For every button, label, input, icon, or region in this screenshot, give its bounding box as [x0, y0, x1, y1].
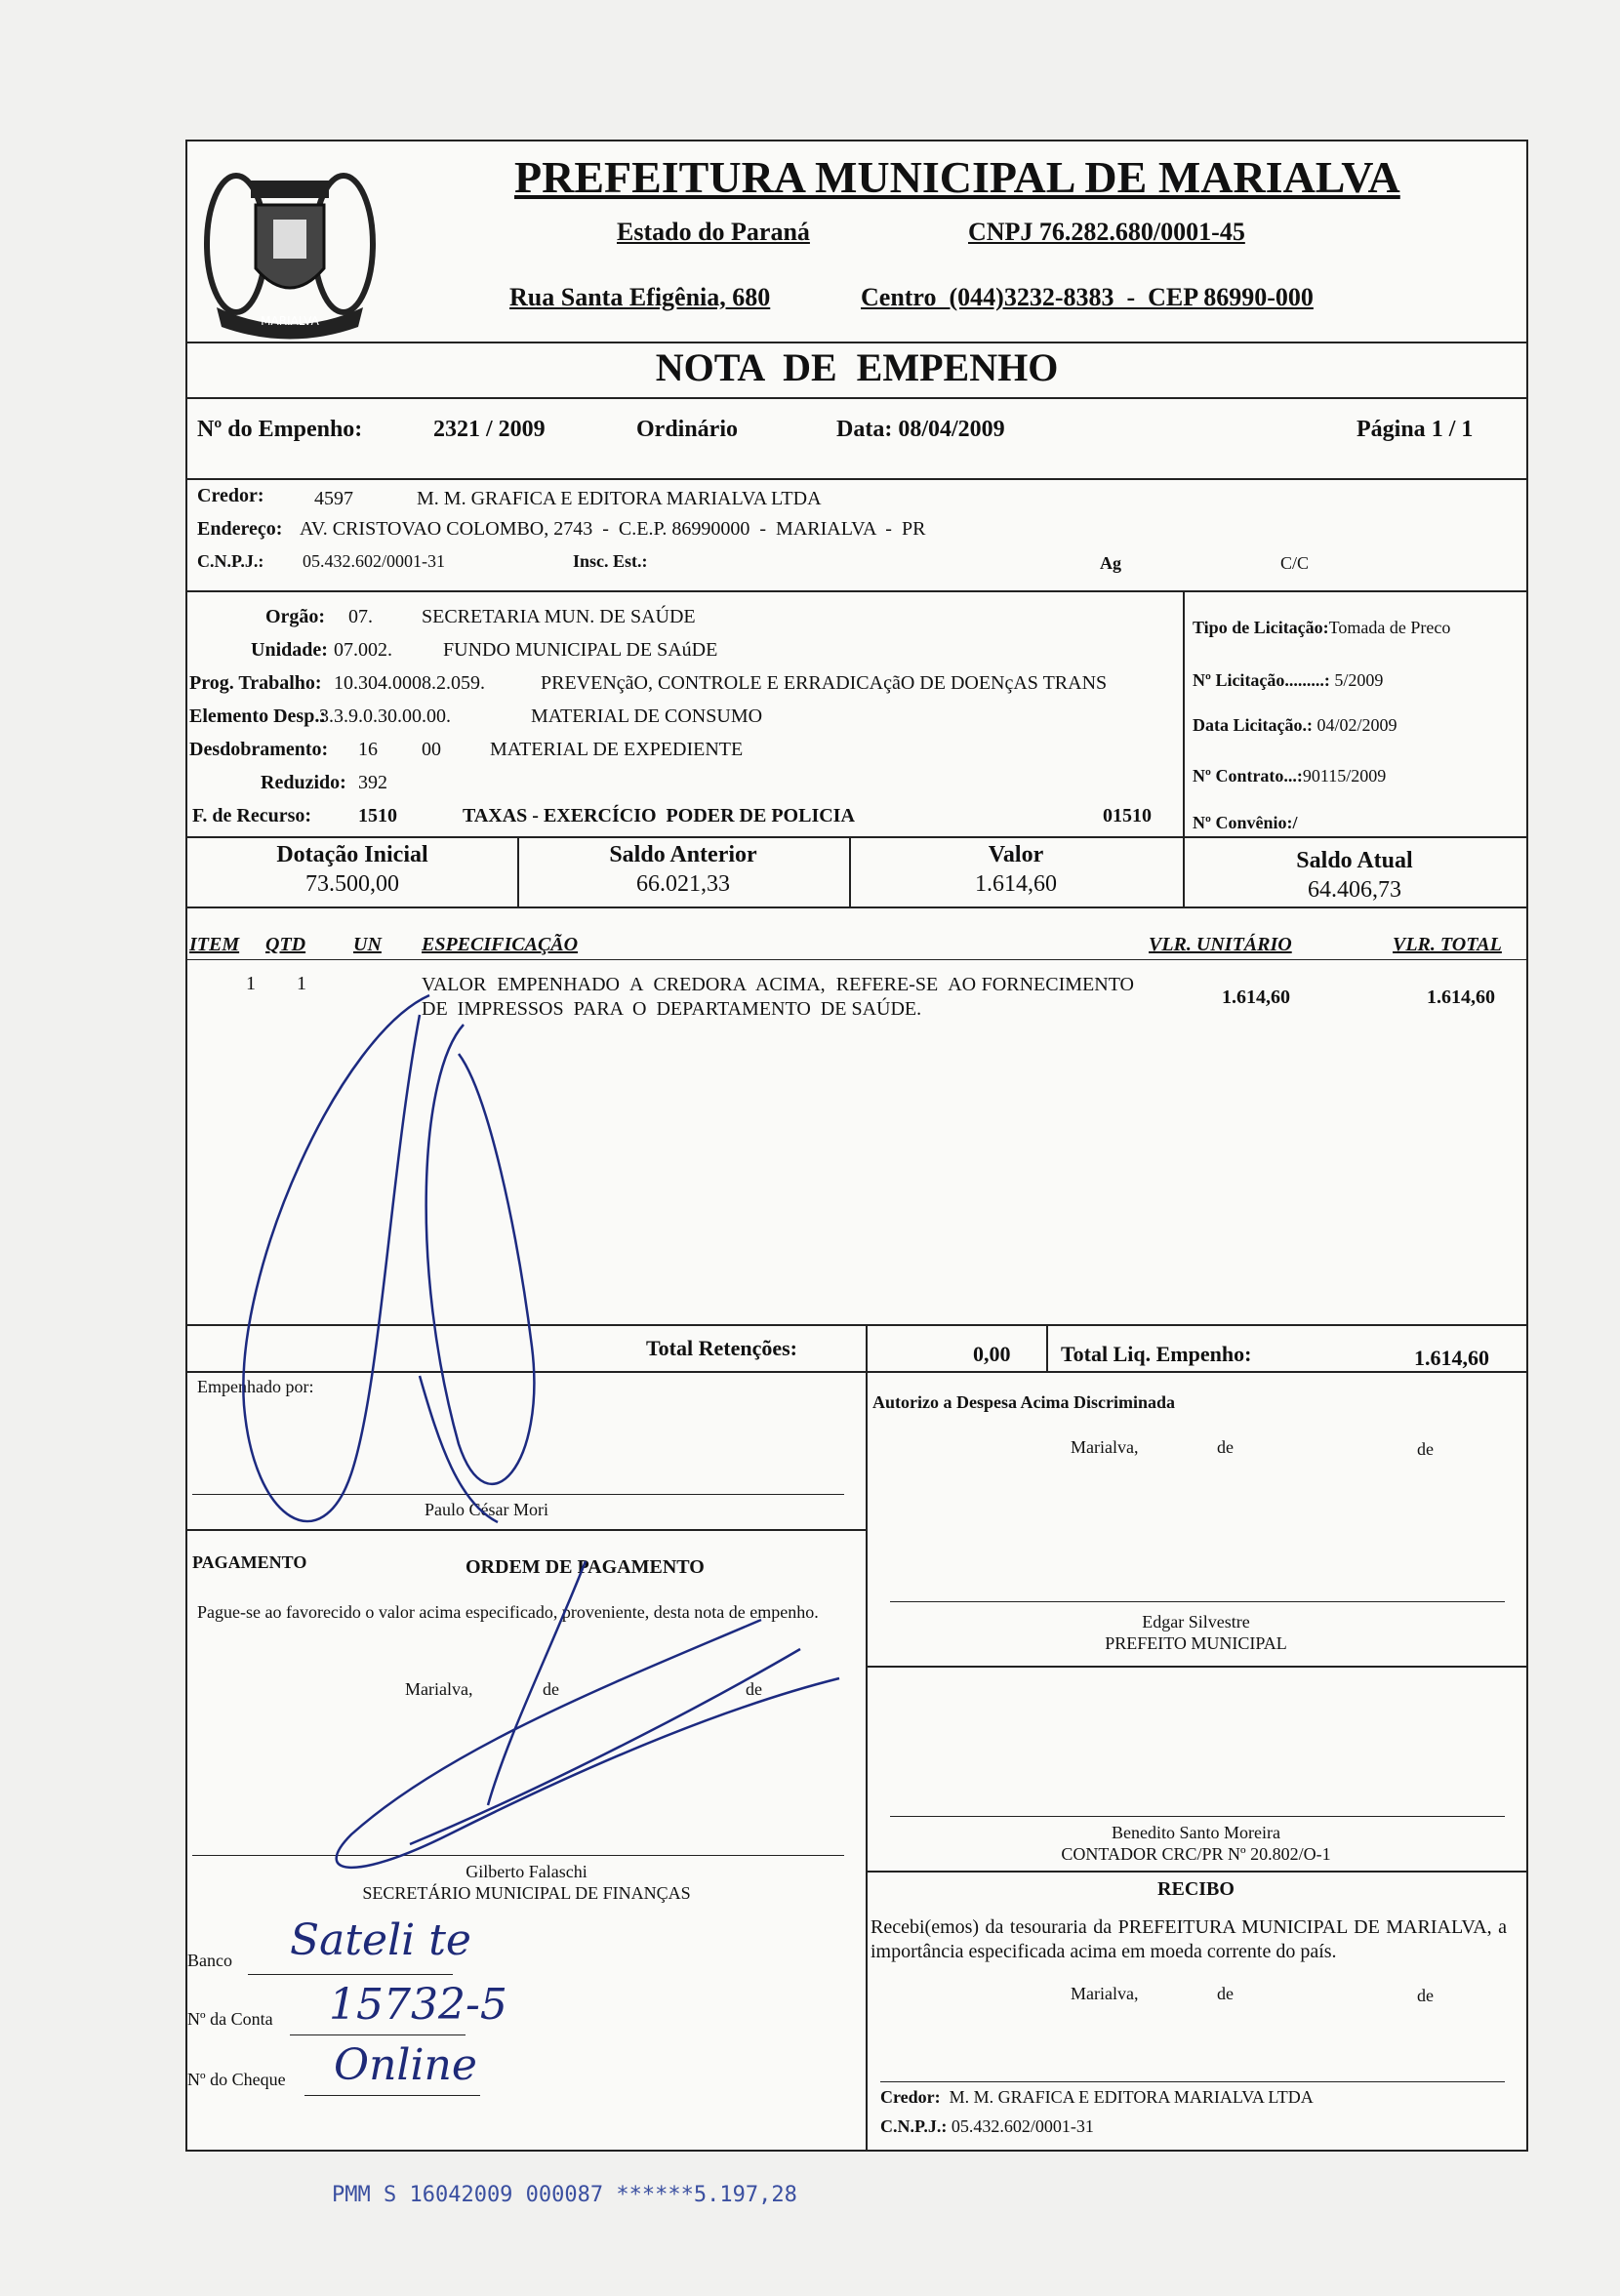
pagamento-texto: Pague-se ao favorecido o valor acima especificado, proveniente, desta nota de empenho. [197, 1602, 819, 1622]
conta-label: Nº da Conta [187, 2009, 273, 2029]
ag-label: Ag [1100, 553, 1121, 573]
contador-signature-block: Benedito Santo Moreira CONTADOR CRC/PR Nº 20.802/O-1 [1061, 1823, 1331, 1864]
ordem-pagamento: ORDEM DE PAGAMENTO [466, 1556, 705, 1578]
licitacao-number: Nº Licitação.........: 5/2009 [1193, 670, 1384, 690]
conta-value: 15732-5 [329, 1980, 507, 2030]
col-especificacao: ESPECIFICAÇÃO [422, 934, 579, 955]
cnpj-credor-label: C.N.P.J.: [197, 551, 264, 571]
prefeito-signature-block: Edgar Silvestre PREFEITO MUNICIPAL [1105, 1612, 1287, 1653]
address-rest: Centro (044)3232-8383 - CEP 86990-000 [861, 283, 1314, 311]
col-qtd: QTD [265, 934, 306, 955]
secretario-signature-block: Gilberto Falaschi SECRETÁRIO MUNICIPAL DE FINANÇAS [362, 1862, 691, 1903]
saldo-atual: Saldo Atual 64.406,73 [1296, 848, 1413, 903]
col-item: ITEM [189, 934, 240, 955]
empenhado-label: Empenhado por: [197, 1377, 314, 1396]
pagamento-label: PAGAMENTO [192, 1552, 307, 1572]
page-label: Página 1 / 1 [1357, 417, 1474, 442]
autorizo-de1: de [1217, 1437, 1234, 1457]
empenho-number: 2321 / 2009 [433, 417, 546, 442]
empenho-type: Ordinário [636, 417, 739, 442]
retencoes-value: 0,00 [973, 1342, 1011, 1366]
licitacao-date: Data Licitação.: 04/02/2009 [1193, 715, 1397, 735]
autorizo-local: Marialva, [1071, 1437, 1139, 1457]
item-especificacao: VALOR EMPENHADO A CREDORA ACIMA, REFERE-SE AO FORNECIMENTO DE IMPRESSOS PARA O DEPARTAMENTO DE SAÚDE. [422, 974, 1144, 1020]
col-un: UN [353, 934, 382, 955]
col-vlr-total: VLR. TOTAL [1393, 934, 1502, 955]
pagamento-de2: de [746, 1679, 762, 1699]
state-label: Estado do Paraná [617, 218, 810, 246]
pagamento-local: Marialva, [405, 1679, 473, 1699]
document-frame [185, 140, 1528, 2152]
item-vlr-total: 1.614,60 [1427, 987, 1495, 1008]
credor-cnpj: 05.432.602/0001-31 [303, 551, 445, 571]
empenho-number-label: Nº do Empenho: [197, 417, 363, 442]
endereco-label: Endereço: [197, 518, 283, 540]
valor: Valor 1.614,60 [975, 842, 1057, 897]
liquido-value: 1.614,60 [1414, 1346, 1489, 1370]
item-number: 1 [246, 973, 256, 994]
empenho-date: Data: 08/04/2009 [836, 417, 1005, 442]
dotacao-inicial: Dotação Inicial 73.500,00 [276, 842, 428, 897]
cheque-value: Online [334, 2040, 477, 2090]
svg-text:MARIALVA: MARIALVA [261, 314, 319, 328]
col-vlr-unitario: VLR. UNITÁRIO [1149, 934, 1292, 955]
page-title: PREFEITURA MUNICIPAL DE MARIALVA [514, 152, 1400, 202]
credor-address: AV. CRISTOVAO COLOMBO, 2743 - C.E.P. 86990000 - MARIALVA - PR [300, 518, 926, 540]
recibo-local: Marialva, [1071, 1984, 1139, 2003]
cashier-stamp: PMM S 16042009 000087 ******5.197,28 [332, 2183, 797, 2207]
banco-value: Sateli te [290, 1915, 471, 1965]
cc-label: C/C [1280, 553, 1310, 573]
coat-of-arms [197, 151, 383, 346]
convenio-label: Nº Convênio:/ [1193, 813, 1298, 832]
credor-label: Credor: [197, 485, 264, 506]
recibo-de1: de [1217, 1984, 1234, 2003]
insc-est-label: Insc. Est.: [573, 551, 648, 571]
licitacao-type: Tipo de Licitação:Tomada de Preco [1193, 618, 1451, 637]
credor-code: 4597 [314, 488, 353, 509]
recibo-de2: de [1417, 1986, 1434, 2005]
address-label: Rua Santa Efigênia, 680 [509, 283, 771, 311]
classification-block: Orgão: 07. SECRETARIA MUN. DE SAÚDE Unidade: 07.002. FUNDO MUNICIPAL DE SAúDE Prog. Trabalho: 10.304.0008.2.059. PREVENçãO, CONTROLE E ERRADICAçãO DE DOENçAS TRANS Elemento Desp.: 3.3.9.0.30.00.00. MATERIAL DE CONSUMO Desdobramento: 16 00 MATERIAL DE EXPEDIENTE Reduzido: 392 F. de Recurso: 1510 TAXAS - EXERCÍCIO PODER DE POLICIA 01510 [189, 606, 1152, 826]
retencoes-label: Total Retenções: [646, 1336, 797, 1360]
saldo-anterior: Saldo Anterior 66.021,33 [609, 842, 757, 897]
recibo-texto: Recebi(emos) da tesouraria da PREFEITURA MUNICIPAL DE MARIALVA, a importância especificada acima em moeda corrente do país. [871, 1916, 1507, 1962]
doc-title: NOTA DE EMPENHO [655, 345, 1059, 389]
pagamento-de1: de [543, 1679, 559, 1699]
recibo-title: RECIBO [1157, 1878, 1235, 1900]
liquido-label: Total Liq. Empenho: [1061, 1342, 1252, 1366]
item-qtd: 1 [297, 973, 306, 994]
autorizo-title: Autorizo a Despesa Acima Discriminada [872, 1392, 1175, 1412]
cheque-label: Nº do Cheque [187, 2070, 286, 2089]
credor-name: M. M. GRAFICA E EDITORA MARIALVA LTDA [417, 488, 822, 509]
cnpj-label: CNPJ 76.282.680/0001-45 [968, 218, 1245, 246]
empenhado-nome: Paulo César Mori [425, 1500, 548, 1519]
item-vlr-unitario: 1.614,60 [1222, 987, 1290, 1008]
contrato-number: Nº Contrato...:90115/2009 [1193, 766, 1387, 785]
recibo-cnpj: C.N.P.J.: 05.432.602/0001-31 [880, 2116, 1094, 2136]
banco-label: Banco [187, 1951, 232, 1970]
recibo-credor: Credor: M. M. GRAFICA E EDITORA MARIALVA LTDA [880, 2087, 1314, 2107]
autorizo-de2: de [1417, 1439, 1434, 1459]
